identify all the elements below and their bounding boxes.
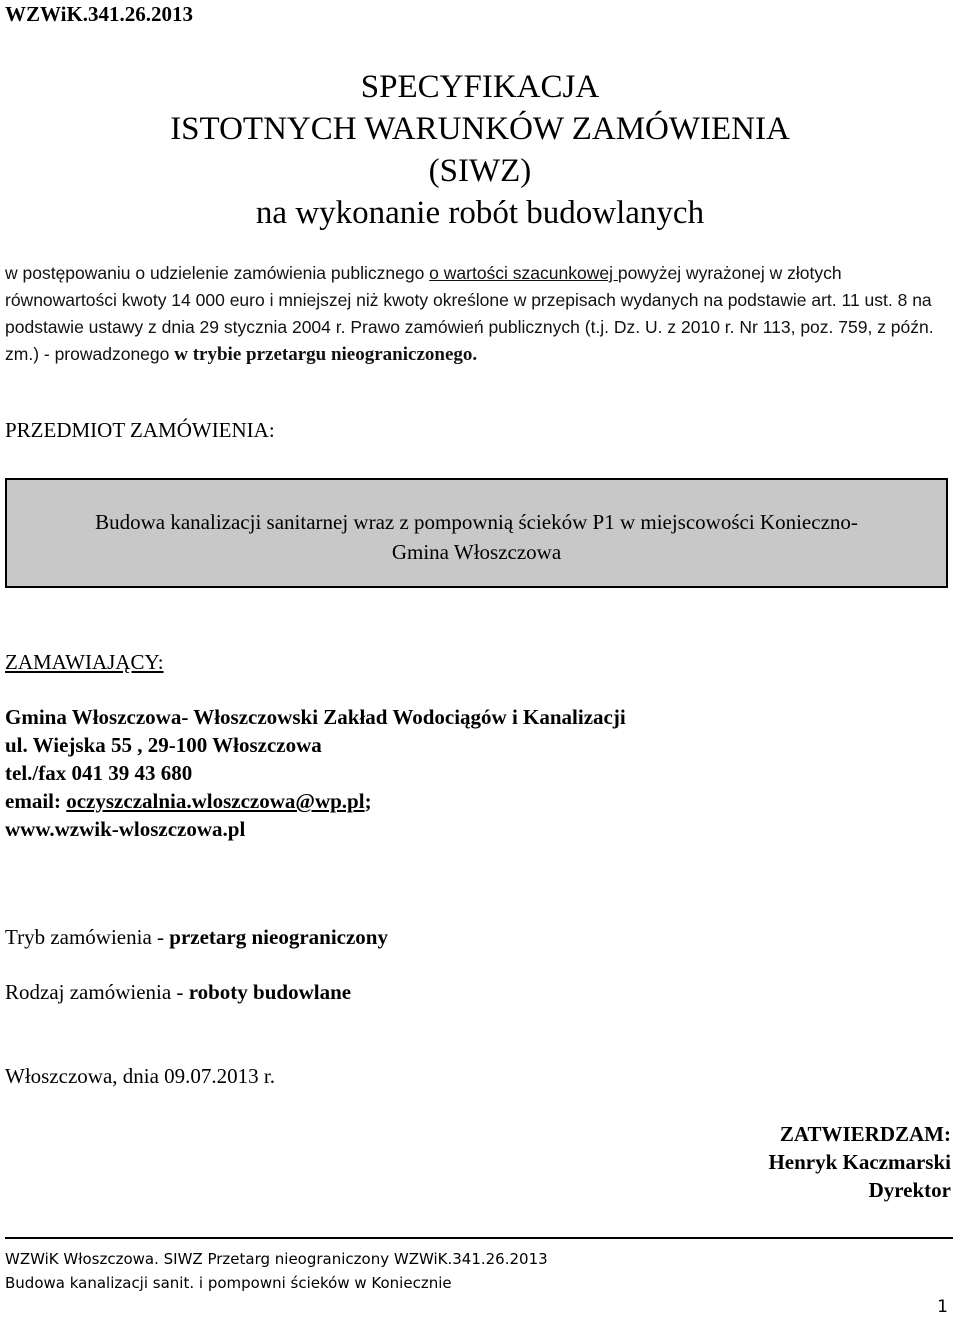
procedure-mode	[5, 925, 388, 950]
authority-phone: tel./fax 041 39 43 680	[5, 761, 193, 785]
procedure-mode-value: przetarg nieograniczony	[169, 925, 388, 949]
procedure-type-value: roboty budowlane	[188, 980, 352, 1004]
email-suffix: ;	[364, 789, 372, 813]
subject-label: PRZEDMIOT ZAMÓWIENIA:	[5, 418, 275, 442]
title-line-1: SPECYFIKACJA	[360, 69, 600, 105]
intro-part-4-bold: w trybie przetargu nieograniczonego.	[174, 344, 478, 365]
page-number: 1	[937, 1297, 948, 1317]
authority-address: ul. Wiejska 55 , 29-100 Włoszczowa	[5, 733, 322, 757]
title-line-3: (SIWZ)	[428, 153, 532, 189]
authority-name: Gmina Włoszczowa- Włoszczowski Zakład Wodociągów i Kanalizacji	[5, 705, 626, 729]
subject-line-2: Gmina Włoszczowa	[391, 540, 562, 564]
approval-block	[768, 1120, 951, 1204]
intro-part-2-underlined: o wartości szacunkowej	[429, 263, 618, 283]
approver-position: Dyrektor	[868, 1178, 951, 1202]
procedure-type	[5, 980, 351, 1005]
footer-divider	[5, 1237, 953, 1239]
subject-text	[5, 507, 948, 567]
authority-website[interactable]: www.wzwik-wloszczowa.pl	[5, 817, 246, 841]
subject-line-1: Budowa kanalizacji sanitarnej wraz z pompownią ścieków P1 w miejscowości Konieczno-	[95, 510, 858, 534]
email-link[interactable]: oczyszczalnia.wloszczowa@wp.pl	[66, 789, 365, 813]
footer	[5, 1247, 548, 1295]
intro-part-3: powyżej wyrażonej w złotych równowartości kwoty 14 000 euro i mniejszej niż kwoty określone w przepisach wydanych na podstawie art. 11 ust. 8 na podstawie ustawy z dnia 29 stycznia 2004 r. Prawo zamówień publicznych (t.j. Dz. U. z 2010 r. Nr 113, poz. 759, z późn. zm.) - prowadzonego	[5, 263, 934, 364]
intro-paragraph	[5, 260, 955, 368]
procedure-mode-label: Tryb zamówienia -	[5, 925, 170, 949]
title-line-4: na wykonanie robót budowlanych	[255, 195, 705, 231]
intro-part-1: w postępowaniu o udzielenie zamówienia publicznego	[5, 263, 430, 283]
contracting-authority-details	[5, 703, 626, 843]
procedure-type-label: Rodzaj zamówienia -	[5, 980, 189, 1004]
footer-line-1: WZWiK Włoszczowa. SIWZ Przetarg nieograniczony WZWiK.341.26.2013	[5, 1250, 548, 1268]
contracting-authority-label: ZAMAWIAJĄCY:	[5, 650, 164, 674]
email-label: email:	[5, 789, 67, 813]
approval-label: ZATWIERDZAM:	[779, 1122, 951, 1146]
date-line: Włoszczowa, dnia 09.07.2013 r.	[5, 1064, 276, 1088]
authority-email-row	[5, 787, 626, 815]
footer-line-2: Budowa kanalizacji sanit. i pompowni ścieków w Koniecznie	[5, 1274, 452, 1292]
approver-name: Henryk Kaczmarski	[768, 1150, 951, 1174]
document-reference: WZWiK.341.26.2013	[5, 2, 194, 26]
title-line-2: ISTOTNYCH WARUNKÓW ZAMÓWIENIA	[170, 111, 790, 147]
